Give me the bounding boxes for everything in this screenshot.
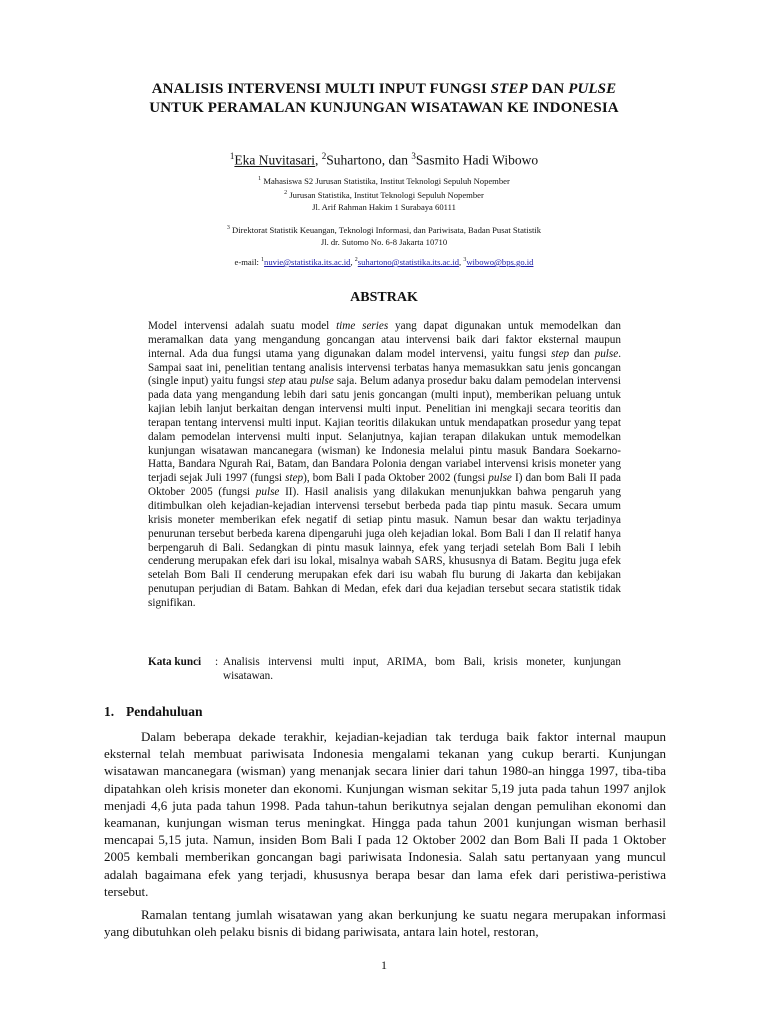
section-title: Pendahuluan — [126, 704, 203, 719]
section-heading — [104, 704, 203, 720]
title-pulse-italic: PULSE — [568, 81, 617, 97]
paragraph-1: Dalam beberapa dekade terakhir, kejadian-kejadian tak terduga baik faktor internal maupun eksternal telah membuat pariwisata Indonesia mengalami tekanan yang cukup berarti. Kunjungan wisatawan mancanegara (wisman) yang menanjak secara linier dari tahun 1980-an hingga 1997, tiba-tiba dipatahkan oleh krisis moneter dan ekonomi. Kunjungan wisman sekitar 5,19 juta pada tahun 1997 anjlok menjadi 4,6 juta pada tahun 1998. Pada tahun-tahun berikutnya sejalan dengan pemulihan ekonomi dan keamanan, kunjungan wisman terus meningkat. Hingga pada tahun 2001 kunjungan wisman berhasil mencapai 5,15 juta. Namun, insiden Bom Bali I pada 12 Oktober 2002 dan Bom Bali II pada 1 Oktober 2005 kembali memberikan goncangan bagi pariwisata Indonesia. Salah satu pertanyaan yang muncul adalah bagaimana efek yang terjadi, khususnya berapa besar dan lama efek dari peristiwa-peristiwa tersebut. — [104, 729, 666, 899]
title-line-1: ANALISIS INTERVENSI MULTI INPUT FUNGSI STEP DAN PULSE — [151, 81, 617, 97]
author-list: $^1$Eka Nuvitasari, $^2$Suhartono, dan $^3$Sasmito Hadi Wibowo — [229, 151, 539, 168]
abstract-heading: ABSTRAK — [350, 290, 418, 305]
author-1[interactable]: Eka Nuvitasari — [234, 152, 315, 168]
paragraph-2: Ramalan tentang jumlah wisatawan yang akan berkunjung ke suatu negara merupakan informasi yang dibutuhkan oleh pelaku bisnis di bidang pariwisata, antara lain hotel, restoran, — [104, 907, 666, 940]
keywords-text: Analisis intervensi multi input, ARIMA, bom Bali, krisis moneter, kunjungan wisatawan. — [223, 656, 621, 682]
paper-title — [60, 80, 708, 118]
email-link-2[interactable]: suhartono@statistika.its.ac.id — [357, 256, 460, 267]
keywords-colon: : — [215, 656, 219, 668]
keywords-label: Kata kunci — [148, 656, 202, 668]
affiliation-block-1 — [60, 173, 708, 213]
affiliation-2: $^2$ Jurusan Statistika, Institut Teknologi Sepuluh Nopember — [284, 189, 484, 200]
affiliation-block-2 — [60, 222, 708, 248]
affiliation-2-address: Jl. Arif Rahman Hakim 1 Surabaya 60111 — [312, 201, 456, 212]
abstract-body: Model intervensi adalah suatu model time series yang dapat digunakan untuk memodelkan dan meramalkan data yang mengandung goncangan atau intervensi baik dari faktor eksternal maupun internal. Ada dua fungsi utama yang digunakan dalam model intervensi, yaitu fungsi step dan pulse. Sampai saat ini, penelitian tentang analisis intervensi terbatas hanya memasukkan satu jenis goncangan (single input) yaitu fungsi step atau pulse saja. Belum adanya prosedur baku dalam pemodelan intervensi pada data yang mengandung lebih dari satu jenis goncangan (multi input), memberikan peluang untuk kajian lebih lanjut berkaitan dengan intervensi multi input. Penelitian ini mengkaji secara teoritis dan terapan tentang intervensi multi input. Kajian teoritis dilakukan untuk mendapatkan prosedur yang tepat dalam pemodelan intervensi multi input. Selanjutnya, kajian terapan dilakukan untuk memodelkan kunjungan wisatawan mancanegara (wisman) ke Indonesia melalui pintu masuk Bandara Soekarno-Hatta, Bandara Ngurah Rai, Batam, dan Bandara Polonia dengan variabel intervensi krisis moneter yang terjadi sejak Juli 1997 (fungsi step), bom Bali I pada Oktober 2002 (fungsi pulse I) dan bom Bali II pada Oktober 2005 (fungsi pulse II). Hasil analisis yang dilakukan menunjukkan bahwa pengaruh yang ditimbulkan oleh kejadian-kejadian intervensi tersebut berbeda pada tiap pintu masuk. Secara umum krisis moneter memberikan efek negatif di setiap pintu masuk. Namun besar dan waktu terjadinya penurunan tersebut berbeda karena dipengaruhi juga oleh kejadian lokal. Bom Bali I dan II relatif hanya berpengaruh di Bali. Sedangkan di pintu masuk lainnya, efek yang terjadi setelah Bom Bali I lebih cenderung merupakan efek dari isu lokal, misalnya wabah SARS, khususnya di Batam. Begitu juga efek setelah Bom Bali II cenderung merupakan efek dari isu wabah flu burung di Jakarta dan kebijakan penutupan perjudian di Batam. Bahkan di Medan, efek dari dua kejadian tersebut secara statistik tidak signifikan. — [148, 320, 622, 609]
section-body — [104, 728, 666, 946]
section-number: 1. — [104, 704, 115, 719]
email-link-3[interactable]: wibowo@bps.go.id — [466, 256, 534, 267]
page-number: 1 — [381, 958, 387, 972]
affiliation-3: $^3$ Direktorat Statistik Keuangan, Teknologi Informasi, dan Pariwisata, Badan Pusat Statistik — [226, 224, 542, 235]
title-line-2: UNTUK PERAMALAN KUNJUNGAN WISATAWAN KE INDONESIA — [149, 100, 619, 116]
author-2: Suhartono — [326, 152, 382, 168]
author-3: Sasmito Hadi Wibowo — [415, 152, 539, 168]
affiliation-3-address: Jl. dr. Sutomo No. 6-8 Jakarta 10710 — [320, 236, 448, 247]
affiliation-1: $^1$ Mahasiswa S2 Jurusan Statistika, Institut Teknologi Sepuluh Nopember — [258, 175, 510, 186]
email-link-1[interactable]: nuvie@statistika.its.ac.id — [264, 256, 351, 267]
title-step-italic: STEP — [490, 81, 528, 97]
email-line: e-mail: $^1$nuvie@statistika.its.ac.id, $^2$suhartono@statistika.its.ac.id, $^3$wibowo@bps.go.id — [234, 256, 534, 267]
